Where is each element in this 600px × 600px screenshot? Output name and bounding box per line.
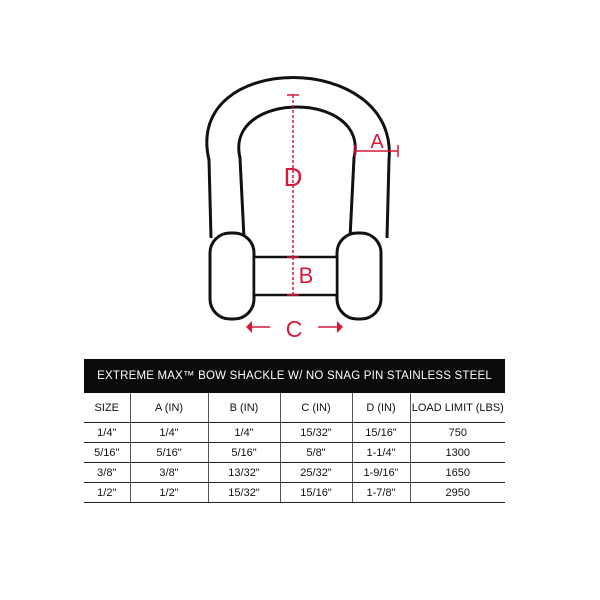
cell-c: 15/32": [280, 423, 352, 443]
cell-load-limit: 2950: [410, 483, 505, 503]
dimension-c-left-arrowhead: [246, 321, 252, 333]
cell-size: 3/8": [84, 463, 130, 483]
cell-size: 1/2": [84, 483, 130, 503]
cell-a: 1/4": [130, 423, 208, 443]
dimension-b-label: B: [298, 263, 314, 288]
cell-size: 1/4": [84, 423, 130, 443]
dimension-a-label: A: [370, 131, 384, 153]
column-header-size: SIZE: [84, 393, 130, 423]
cell-b: 13/32": [208, 463, 280, 483]
column-header-a: A (IN): [130, 393, 208, 423]
cell-d: 1-1/4": [352, 443, 410, 463]
cell-a: 1/2": [130, 483, 208, 503]
cell-load-limit: 1300: [410, 443, 505, 463]
dimension-c-label: C: [285, 316, 303, 342]
shackle-bow-outer: [207, 78, 390, 239]
column-header-load-limit: LOAD LIMIT (LBS): [410, 393, 505, 423]
table-row: [84, 483, 505, 503]
table-title: EXTREME MAX™ BOW SHACKLE W/ NO SNAG PIN STAINLESS STEEL: [84, 359, 505, 393]
column-header-b: B (IN): [208, 393, 280, 423]
cell-load-limit: 1650: [410, 463, 505, 483]
column-header-d: D (IN): [352, 393, 410, 423]
table-header-row: [84, 393, 505, 423]
cell-a: 5/16": [130, 443, 208, 463]
cell-c: 25/32": [280, 463, 352, 483]
cell-a: 3/8": [130, 463, 208, 483]
table-row: [84, 423, 505, 443]
column-header-c: C (IN): [280, 393, 352, 423]
table-row: [84, 463, 505, 483]
shackle-pin: [254, 257, 337, 295]
shackle-eye-left: [210, 233, 254, 319]
cell-d: 15/16": [352, 423, 410, 443]
cell-d: 1-7/8": [352, 483, 410, 503]
table-title-row: [84, 359, 505, 393]
cell-c: 5/8": [280, 443, 352, 463]
cell-load-limit: 750: [410, 423, 505, 443]
shackle-eye-right: [337, 233, 381, 319]
cell-c: 15/16": [280, 483, 352, 503]
dimension-c-right-arrowhead: [337, 321, 343, 333]
cell-b: 5/16": [208, 443, 280, 463]
shackle-spec-table: [84, 359, 505, 503]
cell-b: 1/4": [208, 423, 280, 443]
table-row: [84, 443, 505, 463]
cell-size: 5/16": [84, 443, 130, 463]
cell-b: 15/32": [208, 483, 280, 503]
dimension-d-label: D: [283, 162, 303, 192]
cell-d: 1-9/16": [352, 463, 410, 483]
